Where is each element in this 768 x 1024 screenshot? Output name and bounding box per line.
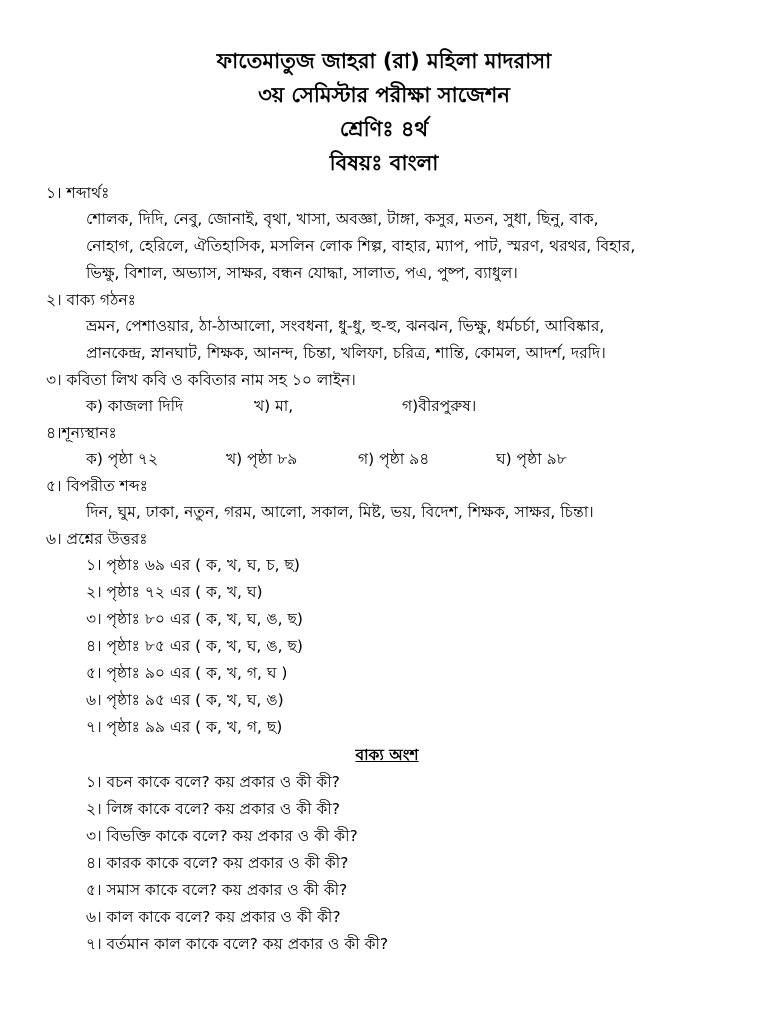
subject-label: বিষয়ঃ বাংলা <box>329 151 439 175</box>
grammar-section-title: বাক্য অংশ <box>355 746 419 764</box>
section-heading-poem: ৩। কবিতা লিখ কবি ও কবিতার নাম সহ ১০ লাইন। <box>46 371 356 389</box>
section-heading-sentence-making: ২। বাক্য গঠনঃ <box>46 291 136 309</box>
list-item: ৭। বর্তমান কাল কাকে বলে? কয় প্রকার ও কী কী? <box>86 935 389 953</box>
list-line: শোলক, দিদি, নেবু, জোনাই, বৃথা, খাসা, অবজ্ঞা, টাঙ্গা, কসুর, মতন, সুধা, ছিনু, বাক, <box>86 210 599 228</box>
list-item: ঘ) পৃষ্ঠা ৯৮ <box>496 450 567 468</box>
antonyms-list <box>46 499 748 526</box>
list-item: ৭। পৃষ্ঠাঃ ৯৯ এর ( ক, খ, গ, ছ) <box>86 718 283 736</box>
list-item: ৪। কারক কাকে বলে? কয় প্রকার ও কী কী? <box>86 854 349 872</box>
section-heading-word-meaning: ১। শব্দার্থঃ <box>46 184 110 202</box>
sentence-making-list <box>46 313 748 367</box>
section-heading-antonyms: ৫। বিপরীত শব্দঃ <box>46 477 148 495</box>
section-heading-fill-blanks: ৪।শূন্যস্থানঃ <box>46 424 117 442</box>
grammar-questions-list <box>46 769 748 958</box>
list-item: ১। বচন কাকে বলে? কয় প্রকার ও কী কী? <box>86 773 340 791</box>
document-header <box>0 0 768 180</box>
list-item: ২। পৃষ্ঠাঃ ৭২ এর ( ক, খ, ঘ) <box>86 583 263 601</box>
list-item: ক) পৃষ্ঠা ৭২ <box>86 450 159 468</box>
list-item: ৬। কাল কাকে বলে? কয় প্রকার ও কী কী? <box>86 908 341 926</box>
class-label: শ্রেণিঃ ৪র্থ <box>339 117 429 141</box>
poem-list <box>46 393 748 420</box>
answers-list <box>46 552 748 741</box>
list-line: নোহাগ, হেরিলে, ঐতিহাসিক, মসলিন লোক শিল্প, বাহার, ম্যাপ, পাট, স্মরণ, থরথর, বিহার, <box>86 237 636 255</box>
list-item: গ) পৃষ্ঠা ৯৪ <box>358 450 430 468</box>
institution-name: ফাতেমাতুজ জাহরা (রা) মহিলা মাদরাসা <box>216 49 552 73</box>
suggestion-body <box>0 180 768 958</box>
list-item: খ) মা, <box>254 397 294 415</box>
section-heading-answers: ৬। প্রশ্নের উত্তরঃ <box>46 530 148 548</box>
list-item: ৫। পৃষ্ঠাঃ ৯০ এর ( ক, খ, গ, ঘ ) <box>86 664 288 682</box>
exam-title: ৩য় সেমিস্টার পরীক্ষা সাজেশন <box>258 83 510 107</box>
list-item: ৪। পৃষ্ঠাঃ ৮৫ এর ( ক, খ, ঘ, ঙ, ছ) <box>86 637 303 655</box>
list-item: খ) পৃষ্ঠা ৮৯ <box>226 450 298 468</box>
list-item: ৩। বিভক্তি কাকে বলে? কয় প্রকার ও কী কী? <box>86 827 358 845</box>
list-line: ভিক্ষু, বিশাল, অভ্যাস, সাক্ষর, বন্ধন যোদ্ধা, সালাত, পএ, পুষ্প, ব্যাধুল। <box>86 264 518 282</box>
list-item: ২। লিঙ্গ কাকে বলে? কয় প্রকার ও কী কী? <box>86 800 340 818</box>
list-item: ৩। পৃষ্ঠাঃ ৮০ এর ( ক, খ, ঘ, ঙ, ছ) <box>86 610 303 628</box>
list-item: ক) কাজলা দিদি <box>86 397 184 415</box>
list-item: ১। পৃষ্ঠাঃ ৬৯ এর ( ক, খ, ঘ, চ, ছ) <box>86 556 300 574</box>
list-line: দিন, ঘুম, ঢাকা, নতুন, গরম, আলো, সকাল, মিষ্ট, ভয়, বিদেশ, শিক্ষক, সাক্ষর, চিন্তা। <box>86 503 594 521</box>
list-item: ৫। সমাস কাকে বলে? কয় প্রকার ও কী কী? <box>86 881 348 899</box>
list-line: প্রানকেন্দ্র, স্নানঘাট, শিক্ষক, আনন্দ, চিন্তা, খলিফা, চরিত্র, শান্তি, কোমল, আদর্শ, দরদি। <box>86 344 606 362</box>
word-meaning-list <box>46 206 748 287</box>
list-line: ভ্রমন, পেশাওয়ার, ঠা-ঠাআলো, সংবধনা, ধু-ধু, হু-হু, ঝনঝন, ভিক্ষু, ধর্মচর্চা, আবিষ্কার, <box>86 317 605 335</box>
list-item: ৬। পৃষ্ঠাঃ ৯৫ এর ( ক, খ, ঘ, ঙ) <box>86 691 284 709</box>
fill-blanks-list <box>46 446 748 473</box>
list-item: গ)বীরপুরুষ। <box>402 397 477 415</box>
